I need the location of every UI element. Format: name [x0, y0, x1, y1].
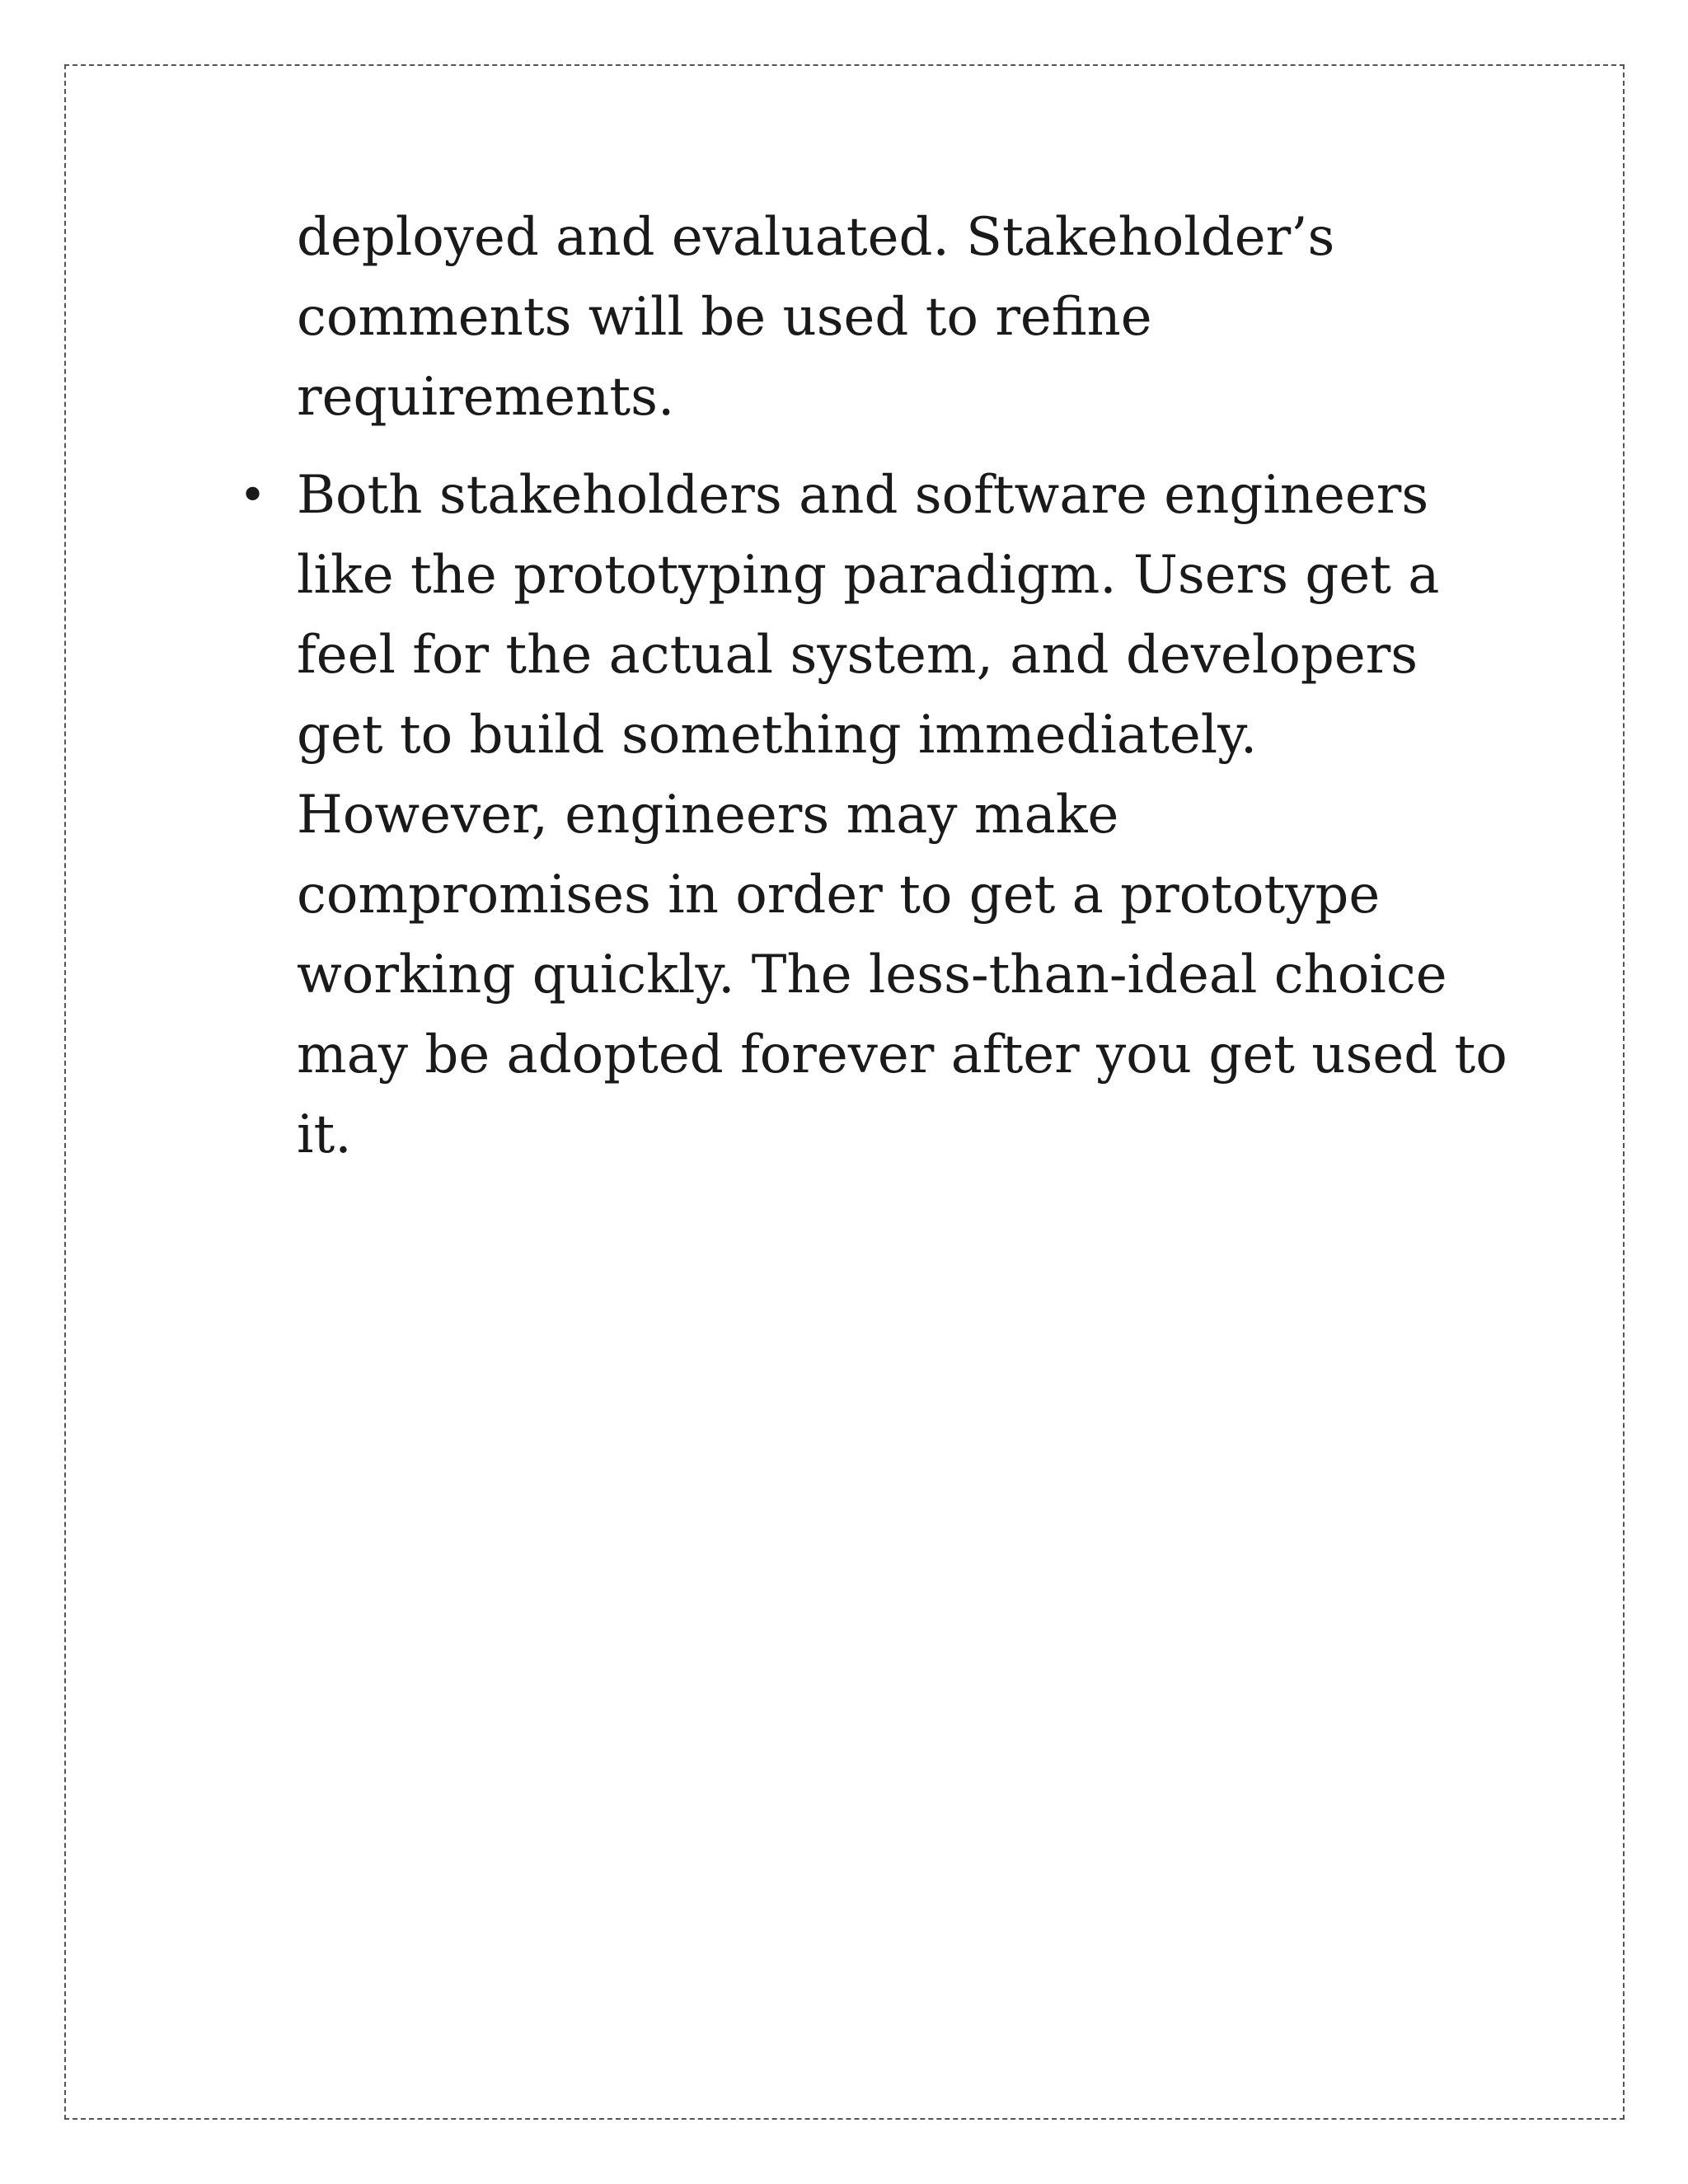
- text-line: compromises in order to get a prototype: [297, 865, 1381, 926]
- text-line: However, engineers may make: [297, 785, 1119, 846]
- text-line: like the prototyping paradigm. Users get a: [297, 545, 1440, 606]
- bullet-list-item: [239, 456, 1508, 1175]
- document-body: [239, 198, 1508, 1175]
- text-line: feel for the actual system, and developers: [297, 625, 1418, 686]
- text-line: Both stakeholders and software engineers: [297, 465, 1429, 526]
- text-line: it.: [297, 1104, 352, 1165]
- text-line: may be adopted forever after you get used to: [297, 1024, 1507, 1085]
- text-line: requirements.: [297, 367, 675, 428]
- text-line: deployed and evaluated. Stakeholder’s: [297, 207, 1335, 268]
- text-line: working quickly. The less-than-ideal choice: [297, 944, 1447, 1005]
- bullet-icon: •: [239, 469, 267, 523]
- text-line: comments will be used to refine: [297, 287, 1152, 348]
- continued-paragraph: [297, 198, 1508, 438]
- text-line: get to build something immediately.: [297, 705, 1258, 766]
